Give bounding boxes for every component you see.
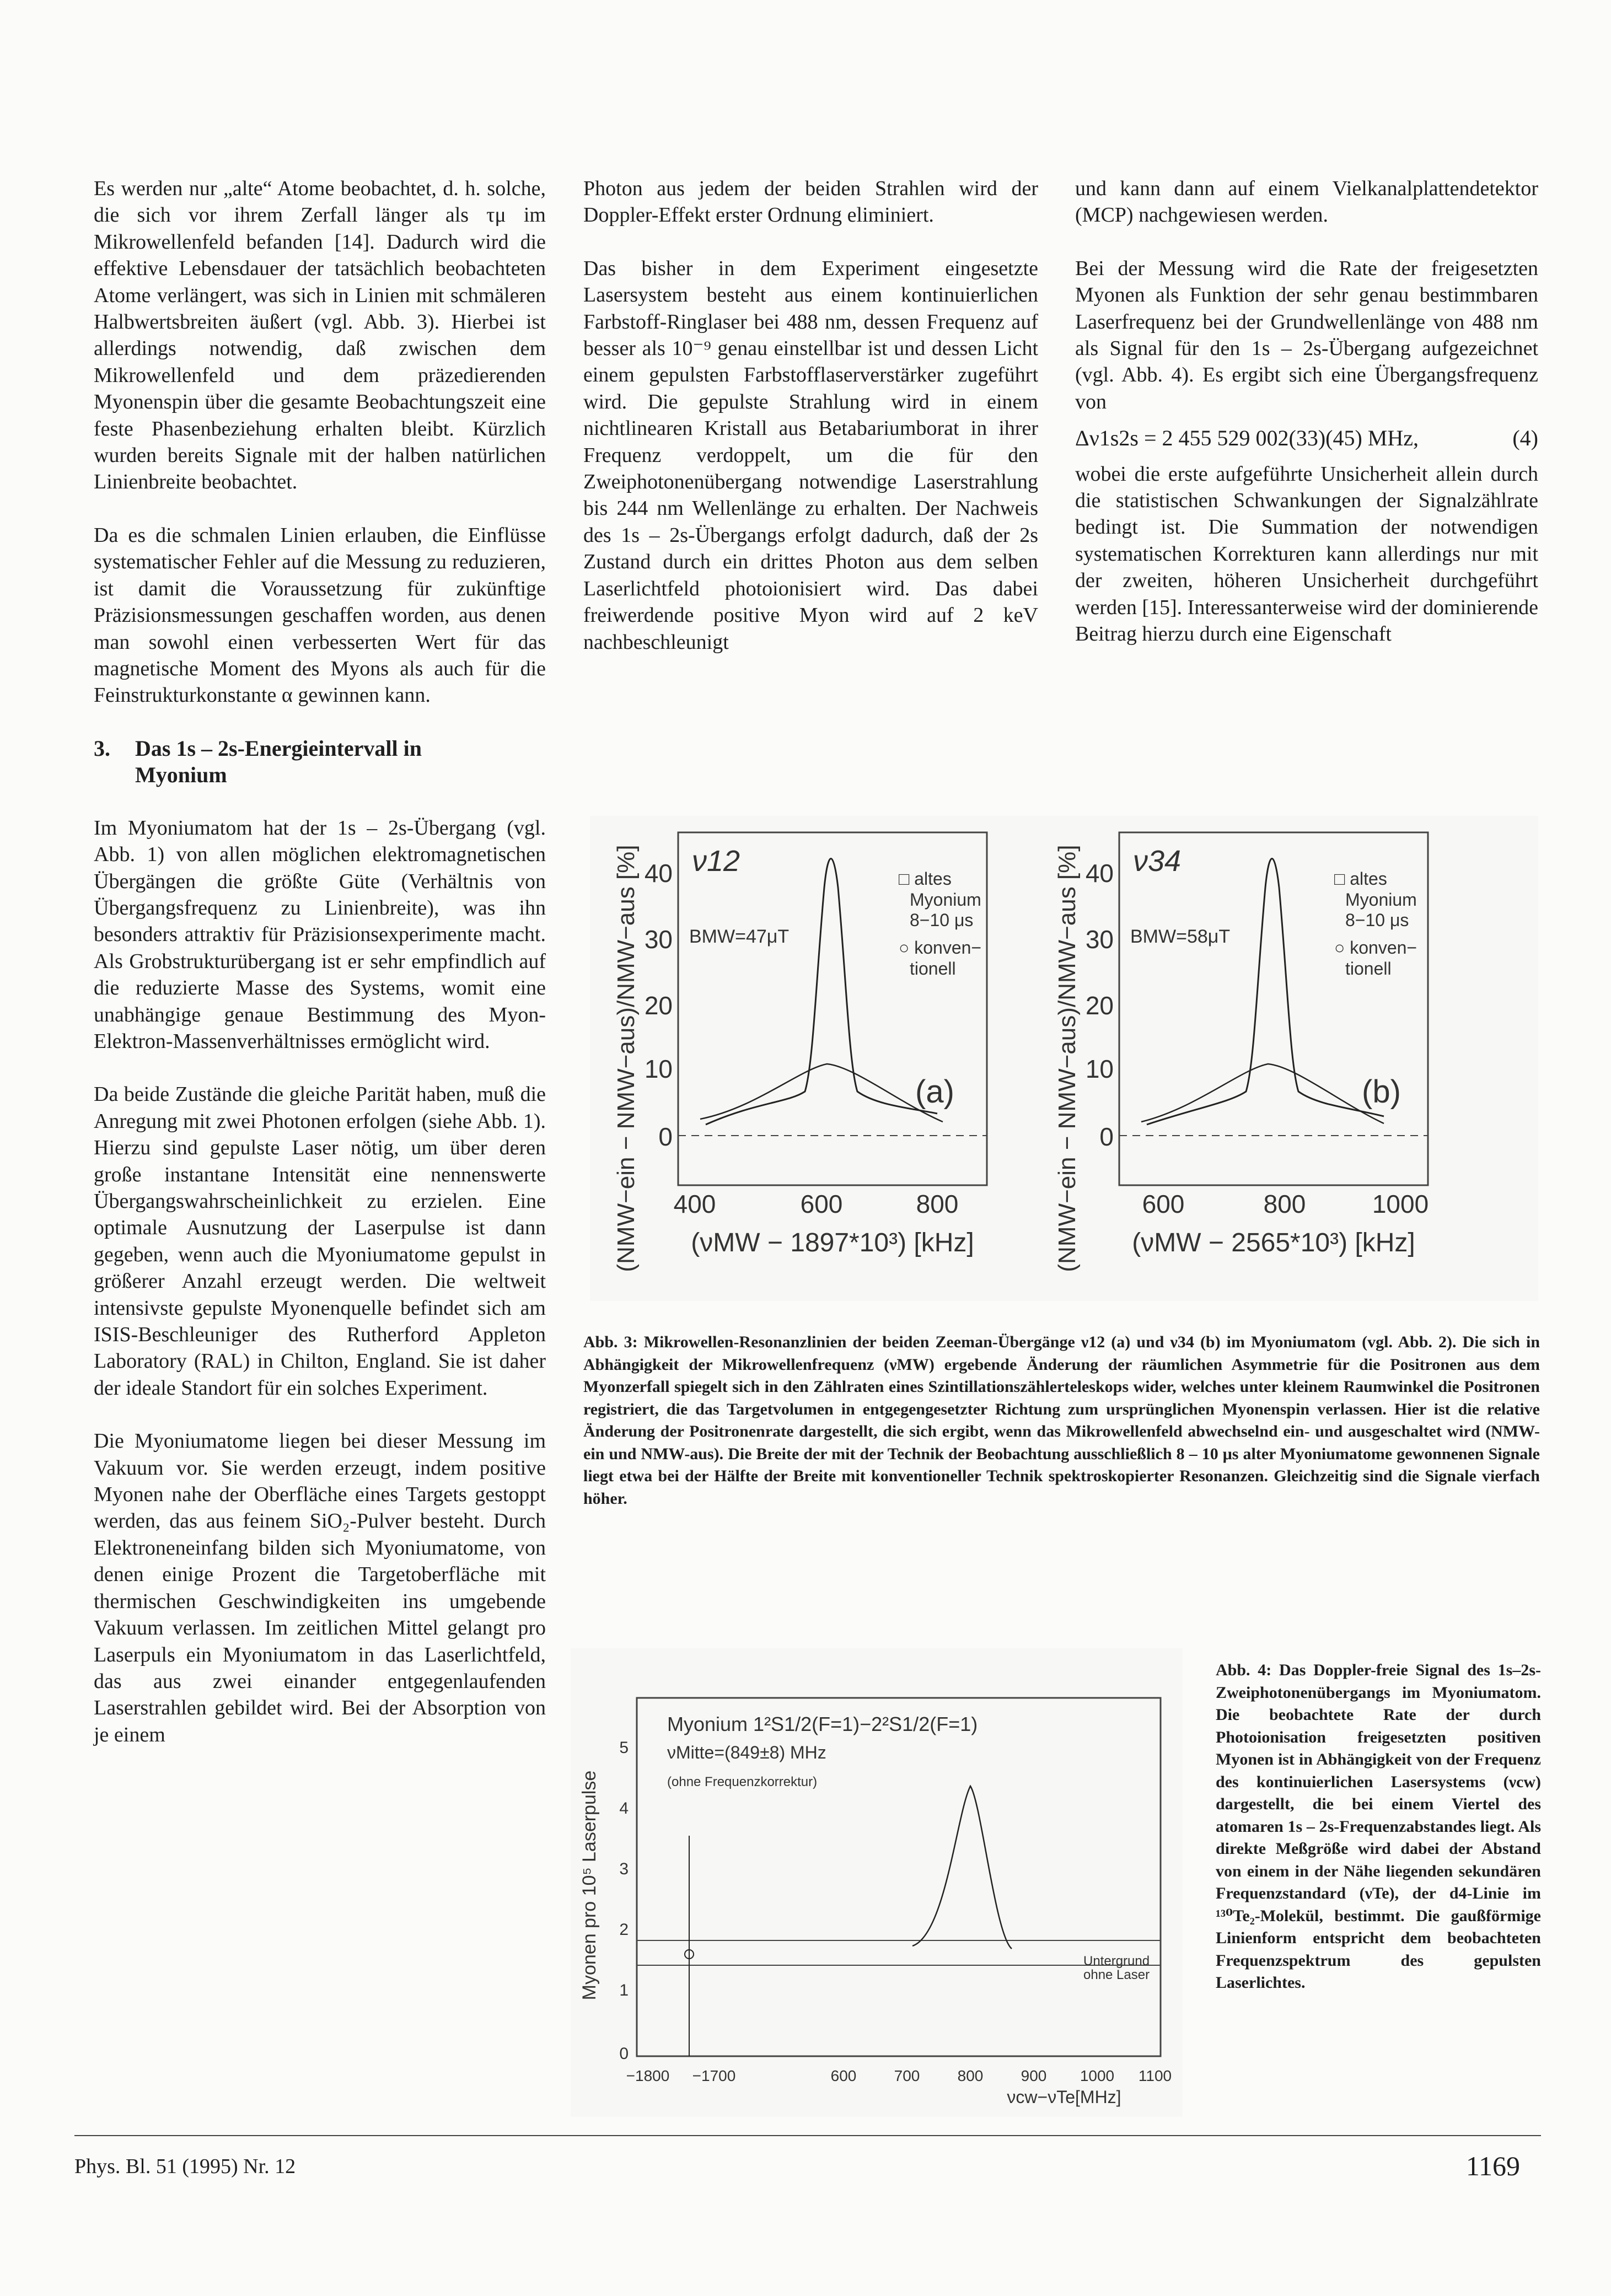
panel-a-transition-label: ν12 [692,845,740,878]
panel-b-ylabel: (NMW−ein − NMW−aus)/NMW−aus [%] [1054,845,1081,1272]
figure-4 [571,1648,1183,2117]
col2-paragraph-2: Das bisher in dem Experiment eingesetzte Lasersystem besteht aus einem kontinuierlichen Farbstoff-Ringlaser bei 488 nm, dessen Frequenz auf besser als 10⁻⁹ genau einstellbar ist und dessen Licht einem gepulsten Farbstofflaserverstärker zugeführt wird. Die gepulste Strahlung wird in einem nichtlinearen Kristall aus Betabariumborat in ihrer Frequenz verdoppelt, um die für den Zweiphotonenübergang notwendige Laserstrahlung bis 244 nm Wellenlänge zu erhalten. Der Nachweis des 1s – 2s-Übergangs erfolgt dadurch, daß der 2s Zustand durch ein drittes Photon aus dem selben Laserlichtfeld photoionisiert wird. Das dabei freiwerdende positive Myon wird auf 2 keV nachbeschleunigt [583,256,1038,654]
figure-4-caption-label: Abb. 4: [1216,1661,1272,1679]
panel-b-legend-4: ○ konven− [1334,938,1417,958]
figure-4-ytick-2: 2 [619,1921,629,1939]
panel-b-letter: (b) [1362,1074,1401,1110]
col1-paragraph-4: Da beide Zustände die gleiche Parität haben, muß die Anregung mit zwei Photonen erfolgen (siehe Abb. 1). Hierzu sind gepulste Laser nötig, um über deren große instantane Intensität eine nennenswerte Übergangswahrscheinlichkeit zu erzielen. Eine optimale Ausnutzung der Laserpulse ist dann gegeben, wenn auch die Myoniumatome gepulst in größerer Anzahl erzeugt werden. Die weltweit intensivste gepulste Myonenquelle befindet sich am ISIS-Beschleuniger des Rutherford Appleton Laboratory (RAL) in Chilton, England. Sie ist daher der ideale Standort für ein solches Experiment. [94,1083,546,1400]
panel-b-xtick-800: 800 [1263,1190,1306,1218]
panel-a-xtick-600: 600 [800,1190,843,1218]
panel-b-field: BMW=58μT [1130,926,1231,947]
column-2 [583,175,1038,655]
panel-a-legend-4: ○ konven− [899,938,982,958]
figure-4-caption [1216,1659,1541,1994]
panel-b-legend-3: 8−10 μs [1345,910,1409,930]
panel-b-legend-1: □ altes [1334,869,1387,889]
figure-4-bg-label-1: Untergrund [1083,1954,1150,1969]
col3-paragraph-3: wobei die erste aufgeführte Unsicherheit allein durch die statistischen Schwankungen der Signalzählrate bedingt ist. Die Summation der notwendigen systematischen Korrekturen kann allerdings nur mit der zweiten, höheren Unsicherheit durchgeführt werden [15]. Interessanterweise wird der dominierende Beitrag hierzu durch eine Eigenschaft [1075,462,1538,646]
figure-3-caption [583,1331,1540,1510]
figure-4-xtick-1: −1800 [626,2067,670,2084]
col1-paragraph-5: Die Myoniumatome liegen bei dieser Messung im Vakuum vor. Sie werden erzeugt, indem positive Myonen nahe der Oberfläche eines Targets gestoppt werden, das aus feinem SiO₂-Pulver besteht. Durch Elektroneneinfang bilden sich Myoniumatome, von denen einige Prozent die Targetoberfläche mit thermischen Geschwindigkeiten ins umgebende Vakuum verlassen. Im zeitlichen Mittel gelangt pro Laserpuls ein Myoniumatom in das Laserlichtfeld, das aus zwei einander entgegenlaufenden Laserstrahlen gebildet wird. Bei der Absorption von je einem [94,1429,546,1746]
equation-4 [1075,425,1538,451]
figure-4-xtick-4: 700 [894,2067,920,2084]
panel-a-ytick-10: 10 [644,1055,673,1083]
panel-a-field: BMW=47μT [689,926,790,947]
panel-a-letter: (a) [915,1074,954,1110]
footer-rule [74,2135,1541,2136]
figure-4-ytick-5: 5 [619,1739,629,1757]
panel-a-legend-1: □ altes [899,869,952,889]
figure-4-caption-text: Das Doppler-freie Signal des 1s–2s-Zweiphotonenübergangs im Myoniumatom. Die beobachtete Rate der durch Photoionisation freigesetzten positiven Myonen ist in Abhängigkeit von der Frequenz des kontinuierlichen Lasersystems (νcw) dargestellt, die bei einem Viertel des atomaren 1s – 2s-Frequenzabstandes liegt. Als direkte Meßgröße wird dabei der Abstand von einem in der Nähe liegenden sekundären Frequenzstandard (νTe), der d4-Linie im ¹³⁰Te₂-Molekül, bestimmt. Die gaußförmige Linienform entspricht dem beobachteten Frequenzspektrum des gepulsten Laserlichtes. [1216,1661,1542,1992]
panel-b-legend-5: tionell [1345,959,1392,978]
panel-a-xtick-400: 400 [673,1190,716,1218]
panel-b-ytick-40: 40 [1085,859,1114,888]
col3-paragraph-2: Bei der Messung wird die Rate der freigesetzten Myonen als Funktion der sehr genau bestimmbaren Laserfrequenz bei der Grundwellenlänge von 488 nm als Signal für den 1s – 2s-Übergang aufgezeichnet (vgl. Abb. 4). Es ergibt sich eine Übergangsfrequenz von [1075,256,1538,413]
figure-3 [590,816,1538,1301]
figure-4-note: (ohne Frequenzkorrektur) [667,1775,818,1789]
section-title-line2: Myonium [135,762,227,787]
figure-4-xtick-8: 1100 [1138,2067,1172,2084]
section-title-line1: Das 1s – 2s-Energieintervall in [135,735,422,761]
panel-b-xlabel: (νMW − 2565*10³) [kHz] [1132,1228,1415,1257]
journal-reference: Phys. Bl. 51 (1995) Nr. 12 [74,2155,296,2178]
panel-a-xtick-800: 800 [916,1190,959,1218]
figure-4-ytick-3: 3 [619,1860,629,1878]
figure-4-ytick-0: 0 [619,2045,629,2063]
column-3 [1075,175,1538,648]
col1-paragraph-3: Im Myoniumatom hat der 1s – 2s-Übergang (vgl. Abb. 1) von allen möglichen elektromagnetischen Übergängen die größte Güte (Verhältnis von Übergangsfrequenz zu Linienbreite), was ihn besonders attraktiv für Präzisionsexperimente macht. Als Grobstrukturübergang ist er sehr empfindlich auf die reduzierte Masse des Systems, womit eine unabhängige genaue Bestimmung des Myon-Elektron-Massenverhältnisses ermöglicht wird. [94,816,546,1053]
col2-paragraph-1: Photon aus jedem der beiden Strahlen wird der Doppler-Effekt erster Ordnung eliminiert. [583,177,1038,227]
panel-a-ytick-20: 20 [644,991,673,1020]
panel-b-ytick-0: 0 [1099,1122,1114,1151]
panel-b-xtick-600: 600 [1142,1190,1185,1218]
panel-a-ytick-40: 40 [644,859,673,888]
figure-4-xtick-6: 900 [1021,2067,1047,2084]
panel-a-xlabel: (νMW − 1897*10³) [kHz] [691,1228,974,1257]
panel-b-transition-label: ν34 [1133,845,1182,878]
panel-a-ylabel: (NMW−ein − NMW−aus)/NMW−aus [%] [613,845,640,1272]
equation-body: Δν1s2s = 2 455 529 002(33)(45) MHz, [1075,426,1419,451]
panel-b-ytick-20: 20 [1085,991,1114,1020]
panel-b-ytick-10: 10 [1085,1055,1114,1083]
figure-4-xtick-7: 1000 [1080,2067,1115,2084]
figure-4-xtick-2: −1700 [692,2067,736,2084]
section-number: 3. [94,735,110,761]
figure-4-title: Myonium 1²S1/2(F=1)−2²S1/2(F=1) [667,1713,978,1735]
panel-a-ytick-30: 30 [644,925,673,954]
figure-4-xtick-5: 800 [957,2067,984,2084]
col1-paragraph-1: Es werden nur „alte“ Atome beobachtet, d. h. solche, die sich vor ihrem Zerfall länger als τμ im Mikrowellenfeld befanden [14]. Dadurch wird die effektive Lebensdauer der tatsächlich beobachteten Atome verlängert, was sich in Linien mit schmäleren Halbwertsbreiten äußert (vgl. Abb. 3). Hierbei ist allerdings notwendig, daß zwischen dem Mikrowellenfeld und dem präzedierenden Myonenspin über die gesamte Beobachtungszeit eine feste Phasenbeziehung erhalten bleibt. Kürzlich wurden bereits Signale mit der halben natürlichen Linienbreite beobachtet. [94,177,546,494]
figure-4-ytick-4: 4 [619,1799,629,1818]
panel-b-legend-2: Myonium [1345,890,1417,910]
panel-b-xtick-1000: 1000 [1372,1190,1429,1218]
panel-a-legend-3: 8−10 μs [910,910,974,930]
panel-a-legend-5: tionell [910,959,956,978]
panel-b-ytick-30: 30 [1085,925,1114,954]
figure-3-caption-label: Abb. 3: [583,1333,638,1351]
column-1 [94,175,546,1748]
page-number: 1169 [1465,2150,1520,2181]
figure-4-xlabel: νcw−νTe[MHz] [1007,2087,1121,2107]
figure-4-bg-label-2: ohne Laser [1083,1967,1150,1982]
col1-paragraph-2: Da es die schmalen Linien erlauben, die Einflüsse systematischer Fehler auf die Messung zu reduzieren, ist damit die Voraussetzung für zukünftige Präzisionsmessungen geschaffen worden, aus denen man sowohl einen verbesserten Wert für das magnetische Moment des Myons als auch für die Feinstrukturkonstante α gewinnen kann. [94,523,546,707]
figure-4-ytick-1: 1 [619,1981,629,1999]
figure-4-ylabel: Myonen pro 10⁵ Laserpulse [579,1770,600,2001]
panel-a-ytick-0: 0 [658,1122,673,1151]
figure-3-caption-text: Mikrowellen-Resonanzlinien der beiden Zeeman-Übergänge ν12 (a) und ν34 (b) im Myoniumatom (vgl. Abb. 2). Die sich in Abhängigkeit der Mikrowellenfrequenz (νMW) ergebende Änderung der räumlichen Asymmetrie für die Positronen aus dem Myonzerfall spiegelt sich in den Zählraten eines Szintillationszählerteleskops wider, welches unter kleinem Raumwinkel die Positronen registriert, die das Targetvolumen in entgegengesetzter Richtung zum ursprünglichen Myonenspin verlassen. Hier ist die relative Änderung der Positronenrate dargestellt, die sich ergibt, wenn das Mikrowellenfeld abwechselnd ein- und ausgeschaltet wird (NMW-ein und NMW-aus). Die Breite der mit der Technik der Beobachtung ausschließlich 8 – 10 μs alter Myoniumatome gewonnenen Signale liegt etwa bei der Hälfte der Breite mit konventioneller Technik spektroskopierter Resonanzen. Gleichzeitig sind die Signale vierfach höher. [583,1333,1540,1508]
section-heading [94,735,546,788]
col3-paragraph-1: und kann dann auf einem Vielkanalplattendetektor (MCP) nachgewiesen werden. [1075,177,1538,227]
panel-a-legend-2: Myonium [910,890,981,910]
figure-4-xtick-3: 600 [830,2067,857,2084]
figure-4-center: νMitte=(849±8) MHz [667,1743,826,1762]
equation-number: (4) [1512,426,1538,451]
